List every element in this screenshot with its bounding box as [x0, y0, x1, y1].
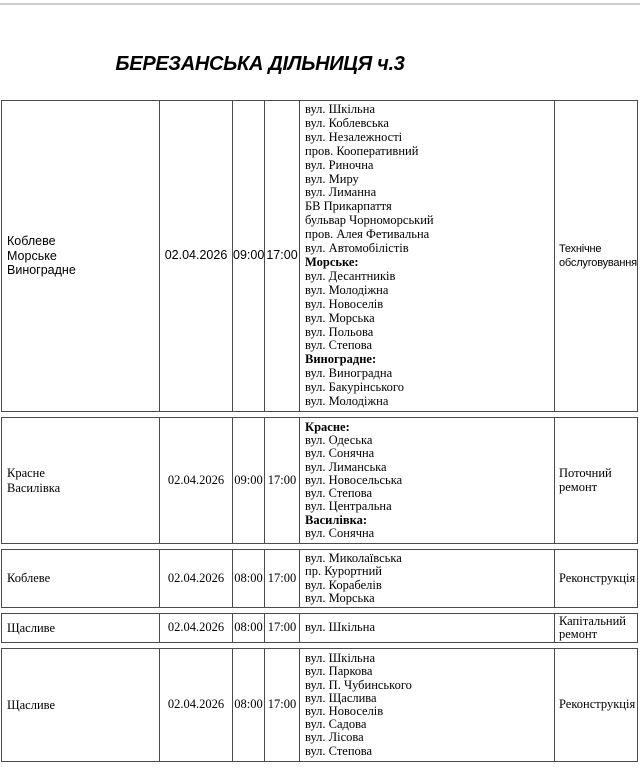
location-line: Морське: [7, 248, 57, 263]
street-line: вул. Молодіжна: [305, 394, 389, 409]
street-line: вул. Польова: [305, 324, 374, 339]
location-line: Щасливе: [7, 697, 56, 712]
settlement-header: Морське:: [305, 255, 359, 269]
locations-cell: [1, 549, 159, 608]
start-time-cell: 08:00: [232, 648, 264, 762]
street-line: пров. Кооперативний: [305, 143, 419, 158]
street-line: вул. Лиманська: [305, 459, 387, 474]
settlement-header: Василівка:: [305, 512, 367, 527]
street-line: вул. Щаслива: [305, 690, 377, 705]
street-line: вул. Степова: [305, 486, 373, 501]
street-line: вул. П. Чубинського: [305, 677, 412, 692]
street-line: вул. Сонячна: [305, 525, 375, 540]
end-time-cell: 17:00: [264, 100, 299, 412]
street-line: вул. Шкільна: [305, 651, 375, 666]
date-cell: 02.04.2026: [159, 100, 232, 412]
end-time-cell: 17:00: [264, 648, 299, 762]
locations-cell: [1, 100, 159, 412]
work-type-cell: Капітальний ремонт: [554, 613, 638, 643]
date-cell: 02.04.2026: [159, 613, 232, 643]
street-line: вул. Коблевська: [305, 115, 389, 130]
street-line: вул. Миру: [305, 171, 359, 186]
settlement-header: Виноградне:: [305, 352, 377, 367]
start-time-cell: 09:00: [232, 417, 264, 544]
streets-cell: [299, 100, 554, 412]
street-line: вул. Незалежності: [305, 129, 403, 144]
start-time-cell: 09:00: [232, 100, 264, 412]
schedule-table: [1, 100, 638, 767]
locations-cell: [1, 613, 159, 643]
start-time-cell: 08:00: [232, 549, 264, 608]
location-line: Коблеве: [7, 234, 56, 249]
work-type-cell: Реконструкція: [554, 549, 638, 608]
street-line: вул. Риночна: [305, 157, 374, 172]
location-line: Красне: [7, 466, 45, 480]
streets-cell: [299, 417, 554, 544]
location-line: Щасливе: [7, 620, 56, 635]
street-line: пров. Алея Фетивальна: [305, 227, 430, 242]
street-line: вул. Новоселів: [305, 704, 384, 718]
street-line: вул. Новосельська: [305, 472, 403, 487]
table-row: [1, 613, 638, 643]
table-row: [1, 648, 638, 762]
street-line: вул. Корабелів: [305, 577, 382, 592]
streets-cell: [299, 613, 554, 643]
street-line: вул. Паркова: [305, 664, 373, 679]
work-type-cell: Поточний ремонт: [554, 417, 638, 544]
street-line: вул. Шкільна: [305, 102, 375, 117]
table-row: [1, 417, 638, 544]
street-line: вул. Миколаївська: [305, 551, 402, 566]
street-line: вул. Степова: [305, 743, 373, 758]
location-line: Василівка: [7, 480, 61, 495]
top-divider: [0, 3, 640, 5]
street-line: БВ Прикарпаття: [305, 199, 392, 214]
date-cell: 02.04.2026: [159, 549, 232, 608]
end-time-cell: 17:00: [264, 613, 299, 643]
street-line: вул. Бакурінського: [305, 380, 404, 395]
street-line: вул. Степова: [305, 338, 373, 353]
street-line: вул. Садова: [305, 717, 367, 732]
table-row: [1, 100, 638, 412]
street-line: бульвар Чорноморський: [305, 213, 434, 228]
street-line: вул. Морська: [305, 590, 375, 605]
date-cell: 02.04.2026: [159, 417, 232, 544]
street-line: вул. Новоселів: [305, 296, 384, 311]
street-line: вул. Молодіжна: [305, 282, 389, 297]
street-line: вул. Морська: [305, 310, 375, 325]
street-line: вул. Виноградна: [305, 366, 393, 381]
street-line: вул. Лиманна: [305, 185, 377, 200]
page-title: БЕРЕЗАНСЬКА ДІЛЬНИЦЯ ч.3: [115, 53, 405, 75]
start-time-cell: 08:00: [232, 613, 264, 643]
locations-cell: [1, 648, 159, 762]
work-type-cell: Реконструкція: [554, 648, 638, 762]
streets-cell: [299, 549, 554, 608]
street-line: вул. Шкільна: [305, 620, 375, 635]
date-cell: 02.04.2026: [159, 648, 232, 762]
table-row: [1, 549, 638, 608]
work-type-cell: Технічне обслуговування: [554, 100, 638, 412]
location-line: Виноградне: [7, 263, 76, 278]
locations-cell: [1, 417, 159, 544]
street-line: вул. Лісова: [305, 730, 364, 745]
end-time-cell: 17:00: [264, 417, 299, 544]
end-time-cell: 17:00: [264, 549, 299, 608]
street-line: вул. Центральна: [305, 499, 392, 514]
location-line: Коблеве: [7, 571, 51, 586]
streets-cell: [299, 648, 554, 762]
street-line: вул. Десантників: [305, 268, 396, 283]
street-line: пр. Курортний: [305, 564, 382, 579]
street-line: вул. Одеська: [305, 433, 373, 448]
street-line: вул. Автомобілістів: [305, 241, 409, 256]
street-line: вул. Сонячна: [305, 446, 375, 461]
settlement-header: Красне:: [305, 420, 350, 435]
